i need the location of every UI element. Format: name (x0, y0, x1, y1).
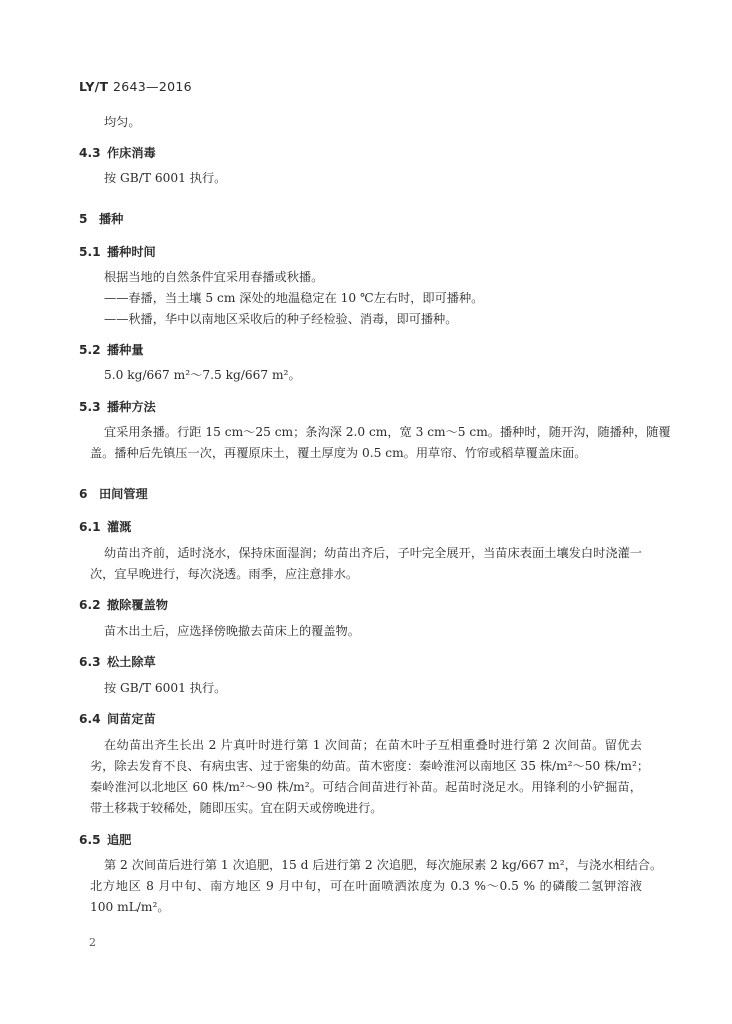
paragraph: 根据当地的自然条件宜采用春播或秋播。 (104, 270, 324, 284)
section-title: 间苗定苗 (107, 712, 156, 726)
heading-5-3 (79, 398, 156, 415)
paragraph-line: 盖。播种后先镇压一次，再覆原床土，覆土厚度为 0.5 cm。用草帘、竹帘或稻草覆盖床面。 (90, 446, 587, 460)
continued-text: 均匀。 (104, 115, 141, 129)
paragraph-line: 100 mL/m²。 (90, 900, 170, 914)
heading-5-1 (79, 243, 156, 260)
paragraph-line: 在幼苗出齐生长出 2 片真叶时进行第 1 次间苗；在苗木叶子互相重叠时进行第 2 次间苗。留优去 (104, 738, 642, 752)
paragraph-line: 次，宜早晚进行，每次浇透。雨季，应注意排水。 (90, 567, 359, 581)
section-number: 6.3 (79, 655, 101, 669)
paragraph: 按 GB/T 6001 执行。 (104, 681, 227, 695)
section-title: 播种方法 (107, 400, 156, 414)
standard-code-prefix: LY/T (79, 79, 109, 94)
standard-code-header (79, 79, 192, 94)
section-title: 追肥 (107, 833, 132, 847)
heading-5-2 (79, 341, 144, 358)
paragraph: 按 GB/T 6001 执行。 (104, 171, 227, 185)
standard-code-number: 2643—2016 (113, 79, 192, 94)
paragraph-line: 第 2 次间苗后进行第 1 次追肥，15 d 后进行第 2 次追肥，每次施尿素 2 kg/667 m²，与浇水相结合。 (104, 858, 663, 872)
section-title: 作床消毒 (107, 146, 156, 160)
heading-6-4 (79, 710, 156, 727)
section-number: 4.3 (79, 146, 101, 160)
paragraph-line: 北方地区 8 月中旬、南方地区 9 月中旬，可在叶面喷洒浓度为 0.3 %～0.5 % 的磷酸二氢钾溶液 (90, 879, 642, 893)
section-number: 6.1 (79, 520, 101, 534)
paragraph-line: 秦岭淮河以北地区 60 株/m²～90 株/m²。可结合间苗进行补苗。起苗时浇足水。用锋利的小铲掘苗， (90, 780, 642, 794)
section-title: 播种量 (107, 343, 144, 357)
heading-6-5 (79, 831, 131, 848)
section-number: 5 (79, 212, 88, 226)
paragraph: 苗木出土后，应选择傍晚撤去苗床上的覆盖物。 (104, 624, 360, 638)
list-item: ——春播，当土壤 5 cm 深处的地温稳定在 10 ℃左右时，即可播种。 (104, 291, 484, 305)
paragraph-line: 劣，除去发育不良、有病虫害、过于密集的幼苗。苗木密度：秦岭淮河以南地区 35 株/m²～50 株/m²； (90, 759, 650, 773)
list-item: ——秋播，华中以南地区采收后的种子经检验、消毒，即可播种。 (104, 312, 458, 326)
section-number: 6 (79, 487, 88, 501)
section-number: 6.4 (79, 712, 101, 726)
section-title: 灌溉 (107, 520, 132, 534)
paragraph-line: 幼苗出齐前，适时浇水，保持床面湿润；幼苗出齐后，子叶完全展开，当苗床表面土壤发白时浇灌一 (104, 546, 642, 560)
section-title: 播种 (99, 212, 124, 226)
heading-6-3 (79, 653, 156, 670)
section-title: 撤除覆盖物 (107, 598, 168, 612)
section-number: 6.5 (79, 833, 101, 847)
heading-5 (79, 210, 123, 227)
page-number: 2 (89, 936, 96, 949)
section-title: 松土除草 (107, 655, 156, 669)
heading-4-3 (79, 144, 156, 161)
section-title: 田间管理 (99, 487, 148, 501)
heading-6-2 (79, 596, 168, 613)
section-number: 6.2 (79, 598, 101, 612)
section-number: 5.3 (79, 400, 101, 414)
heading-6-1 (79, 518, 131, 535)
section-number: 5.2 (79, 343, 101, 357)
section-number: 5.1 (79, 245, 101, 259)
paragraph-line: 宜采用条播。行距 15 cm～25 cm；条沟深 2.0 cm，宽 3 cm～5 cm。播种时，随开沟，随播种，随覆 (104, 425, 671, 439)
paragraph: 5.0 kg/667 m²～7.5 kg/667 m²。 (104, 368, 301, 382)
section-title: 播种时间 (107, 245, 156, 259)
heading-6 (79, 485, 148, 502)
paragraph-line: 带土移栽于较稀处，随即压实。宜在阴天或傍晚进行。 (90, 801, 383, 815)
